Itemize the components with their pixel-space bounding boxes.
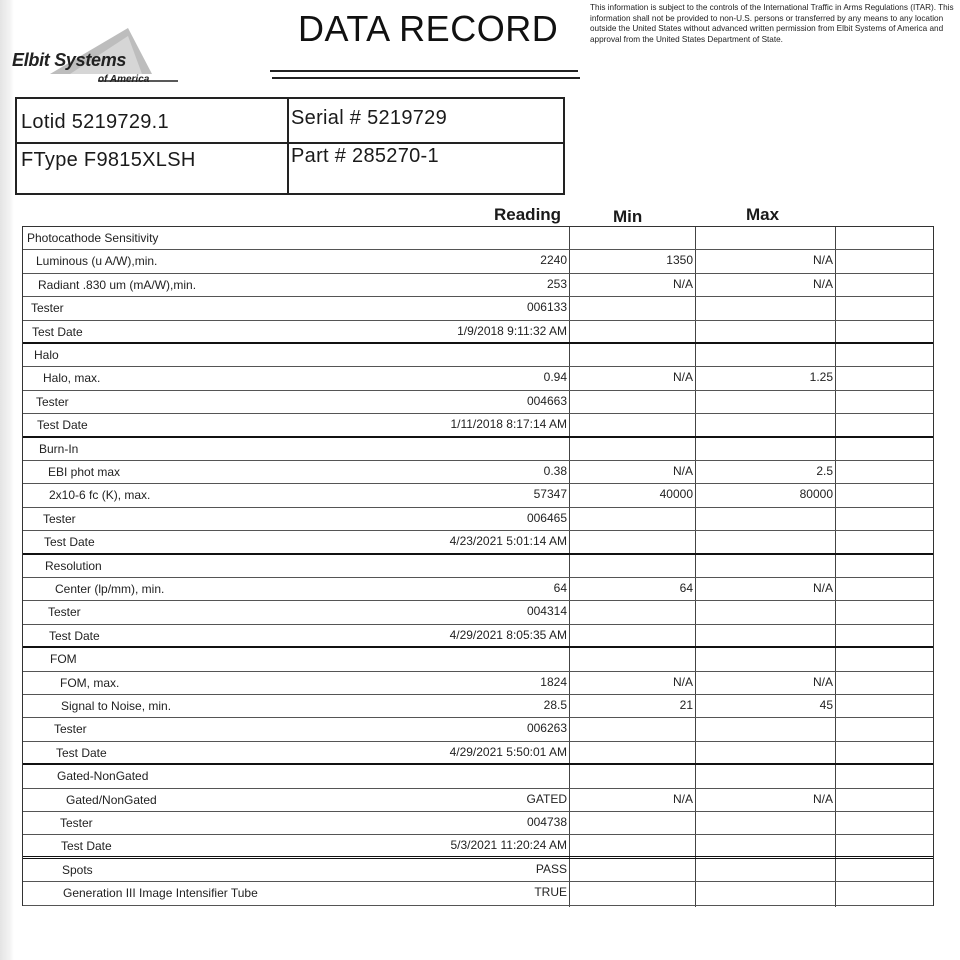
max-value: N/A [812,674,833,689]
row-label: Generation III Image Intensifier Tube [63,886,258,901]
max-value: N/A [812,253,833,268]
table-row [23,414,933,437]
ftype-field: FType F9815XLSH [21,149,196,171]
part-field: Part # 285270-1 [291,145,439,167]
row-label: Center (lp/mm), min. [55,582,165,596]
table-row [23,367,933,390]
row-label: Radiant .830 um (mA/W),min. [38,277,197,292]
table-row [23,601,933,624]
max-value: 45 [819,698,833,712]
table-row [23,321,933,344]
row-label: Signal to Noise, min. [61,699,172,713]
table-row [23,297,933,320]
min-value: N/A [672,791,693,806]
table-row [23,835,933,858]
reading-value: 253 [546,276,567,291]
min-value: 1350 [666,253,693,268]
reading-value: 57347 [533,487,567,502]
min-value: N/A [672,674,693,689]
logo-company-name: Elbit Systems [12,50,127,70]
table-row [23,672,933,695]
table-row [23,274,933,297]
reading-value: TRUE [534,885,567,900]
reading-value: 4/29/2021 5:50:01 AM [449,744,567,759]
table-row [23,391,933,414]
table-row [23,812,933,835]
row-label: Tester [36,394,69,409]
table-row [23,648,933,671]
min-value: N/A [672,370,693,385]
row-label: Tester [31,301,64,316]
reading-value: 4/29/2021 8:05:35 AM [449,627,567,642]
reading-value: 1/9/2018 9:11:32 AM [457,323,567,338]
row-label: Gated-NonGated [57,769,149,784]
reading-value: 006465 [526,510,567,525]
reading-value: GATED [526,791,567,806]
max-value: 1.25 [809,370,833,385]
row-label: Tester [48,605,81,620]
row-label: Test Date [44,535,95,550]
row-label: 2x10-6 fc (K), max. [49,488,151,503]
id-box-divider-v [287,99,289,195]
table-row [23,508,933,531]
reading-value: 006263 [526,721,567,736]
reading-value: 2240 [540,253,567,268]
table-row [23,227,933,250]
row-label: Test Date [56,745,107,760]
row-label: Resolution [45,558,102,573]
max-value: N/A [812,276,833,291]
lotid-field: Lotid 5219729.1 [21,111,169,133]
min-value: 21 [679,698,693,712]
reading-value: 004663 [526,393,567,408]
row-label: Test Date [37,418,88,433]
identification-box [15,97,565,195]
column-header-min: Min [613,207,643,226]
row-label: Gated/NonGated [66,792,157,807]
row-label: FOM, max. [60,675,120,690]
row-label: EBI phot max [48,465,121,479]
row-label: Test Date [32,324,83,339]
table-row [23,484,933,507]
max-value: 80000 [799,487,833,502]
max-value: 2.5 [816,464,833,478]
data-table [22,226,934,906]
reading-value: 64 [553,581,567,595]
reading-value: 28.5 [543,698,567,712]
table-row [23,695,933,718]
row-label: Tester [43,511,76,526]
column-header-reading: Reading [494,205,562,224]
reading-value: 4/23/2021 5:01:14 AM [449,534,567,549]
title-rule-top [270,70,578,72]
row-label: Tester [54,722,87,737]
row-label: Tester [60,816,93,830]
row-label: Spots [62,862,93,877]
reading-value: 004738 [526,815,567,829]
reading-value: 1/11/2018 8:17:14 AM [450,417,567,432]
title-rule-bottom [272,77,580,79]
row-label: Test Date [49,628,100,643]
reading-value: 0.38 [543,464,567,478]
serial-field: Serial # 5219729 [291,107,448,129]
id-box-divider-h [17,142,563,144]
reading-value: PASS [535,861,567,876]
table-row [23,250,933,273]
column-header-max: Max [746,205,780,224]
max-value: N/A [812,581,833,595]
table-row [23,438,933,461]
company-logo [10,28,180,90]
scan-shadow [0,0,14,960]
table-row [23,765,933,788]
table-row [23,555,933,578]
table-row [23,882,933,905]
reading-value: 0.94 [543,370,567,385]
reading-value: 1824 [540,674,567,689]
table-row [23,718,933,741]
row-label: Photocathode Sensitivity [27,231,159,245]
table-row [23,531,933,554]
reading-value: 004314 [526,604,567,619]
row-label: Luminous (u A/W),min. [36,254,158,269]
table-row [23,789,933,812]
min-value: N/A [672,276,693,291]
row-label: Test Date [61,839,112,854]
row-label: Halo, max. [43,371,101,386]
min-value: N/A [672,464,693,478]
row-label: Burn-In [39,441,79,456]
reading-value: 006133 [526,300,567,315]
min-value: 64 [679,581,693,595]
table-row [23,625,933,648]
table-row [23,859,933,882]
max-value: N/A [812,791,833,806]
table-row [23,742,933,765]
min-value: 40000 [659,487,693,502]
table-row [23,344,933,367]
page-title: DATA RECORD [298,8,559,49]
row-label: FOM [50,652,77,667]
table-row [23,578,933,601]
logo-subtitle: of America [98,74,150,85]
row-label: Halo [34,348,59,362]
itar-notice: This information is subject to the controls of the International Traffic in Arms Regulations (ITAR). This information shall not be provided to non-U.S. persons or transferred by any means to any location outside the United States without advanced written permission from Elbit Systems of America and approval from the United States Department of State. [590,3,954,44]
table-row [23,461,933,484]
reading-value: 5/3/2021 11:20:24 AM [450,838,567,853]
